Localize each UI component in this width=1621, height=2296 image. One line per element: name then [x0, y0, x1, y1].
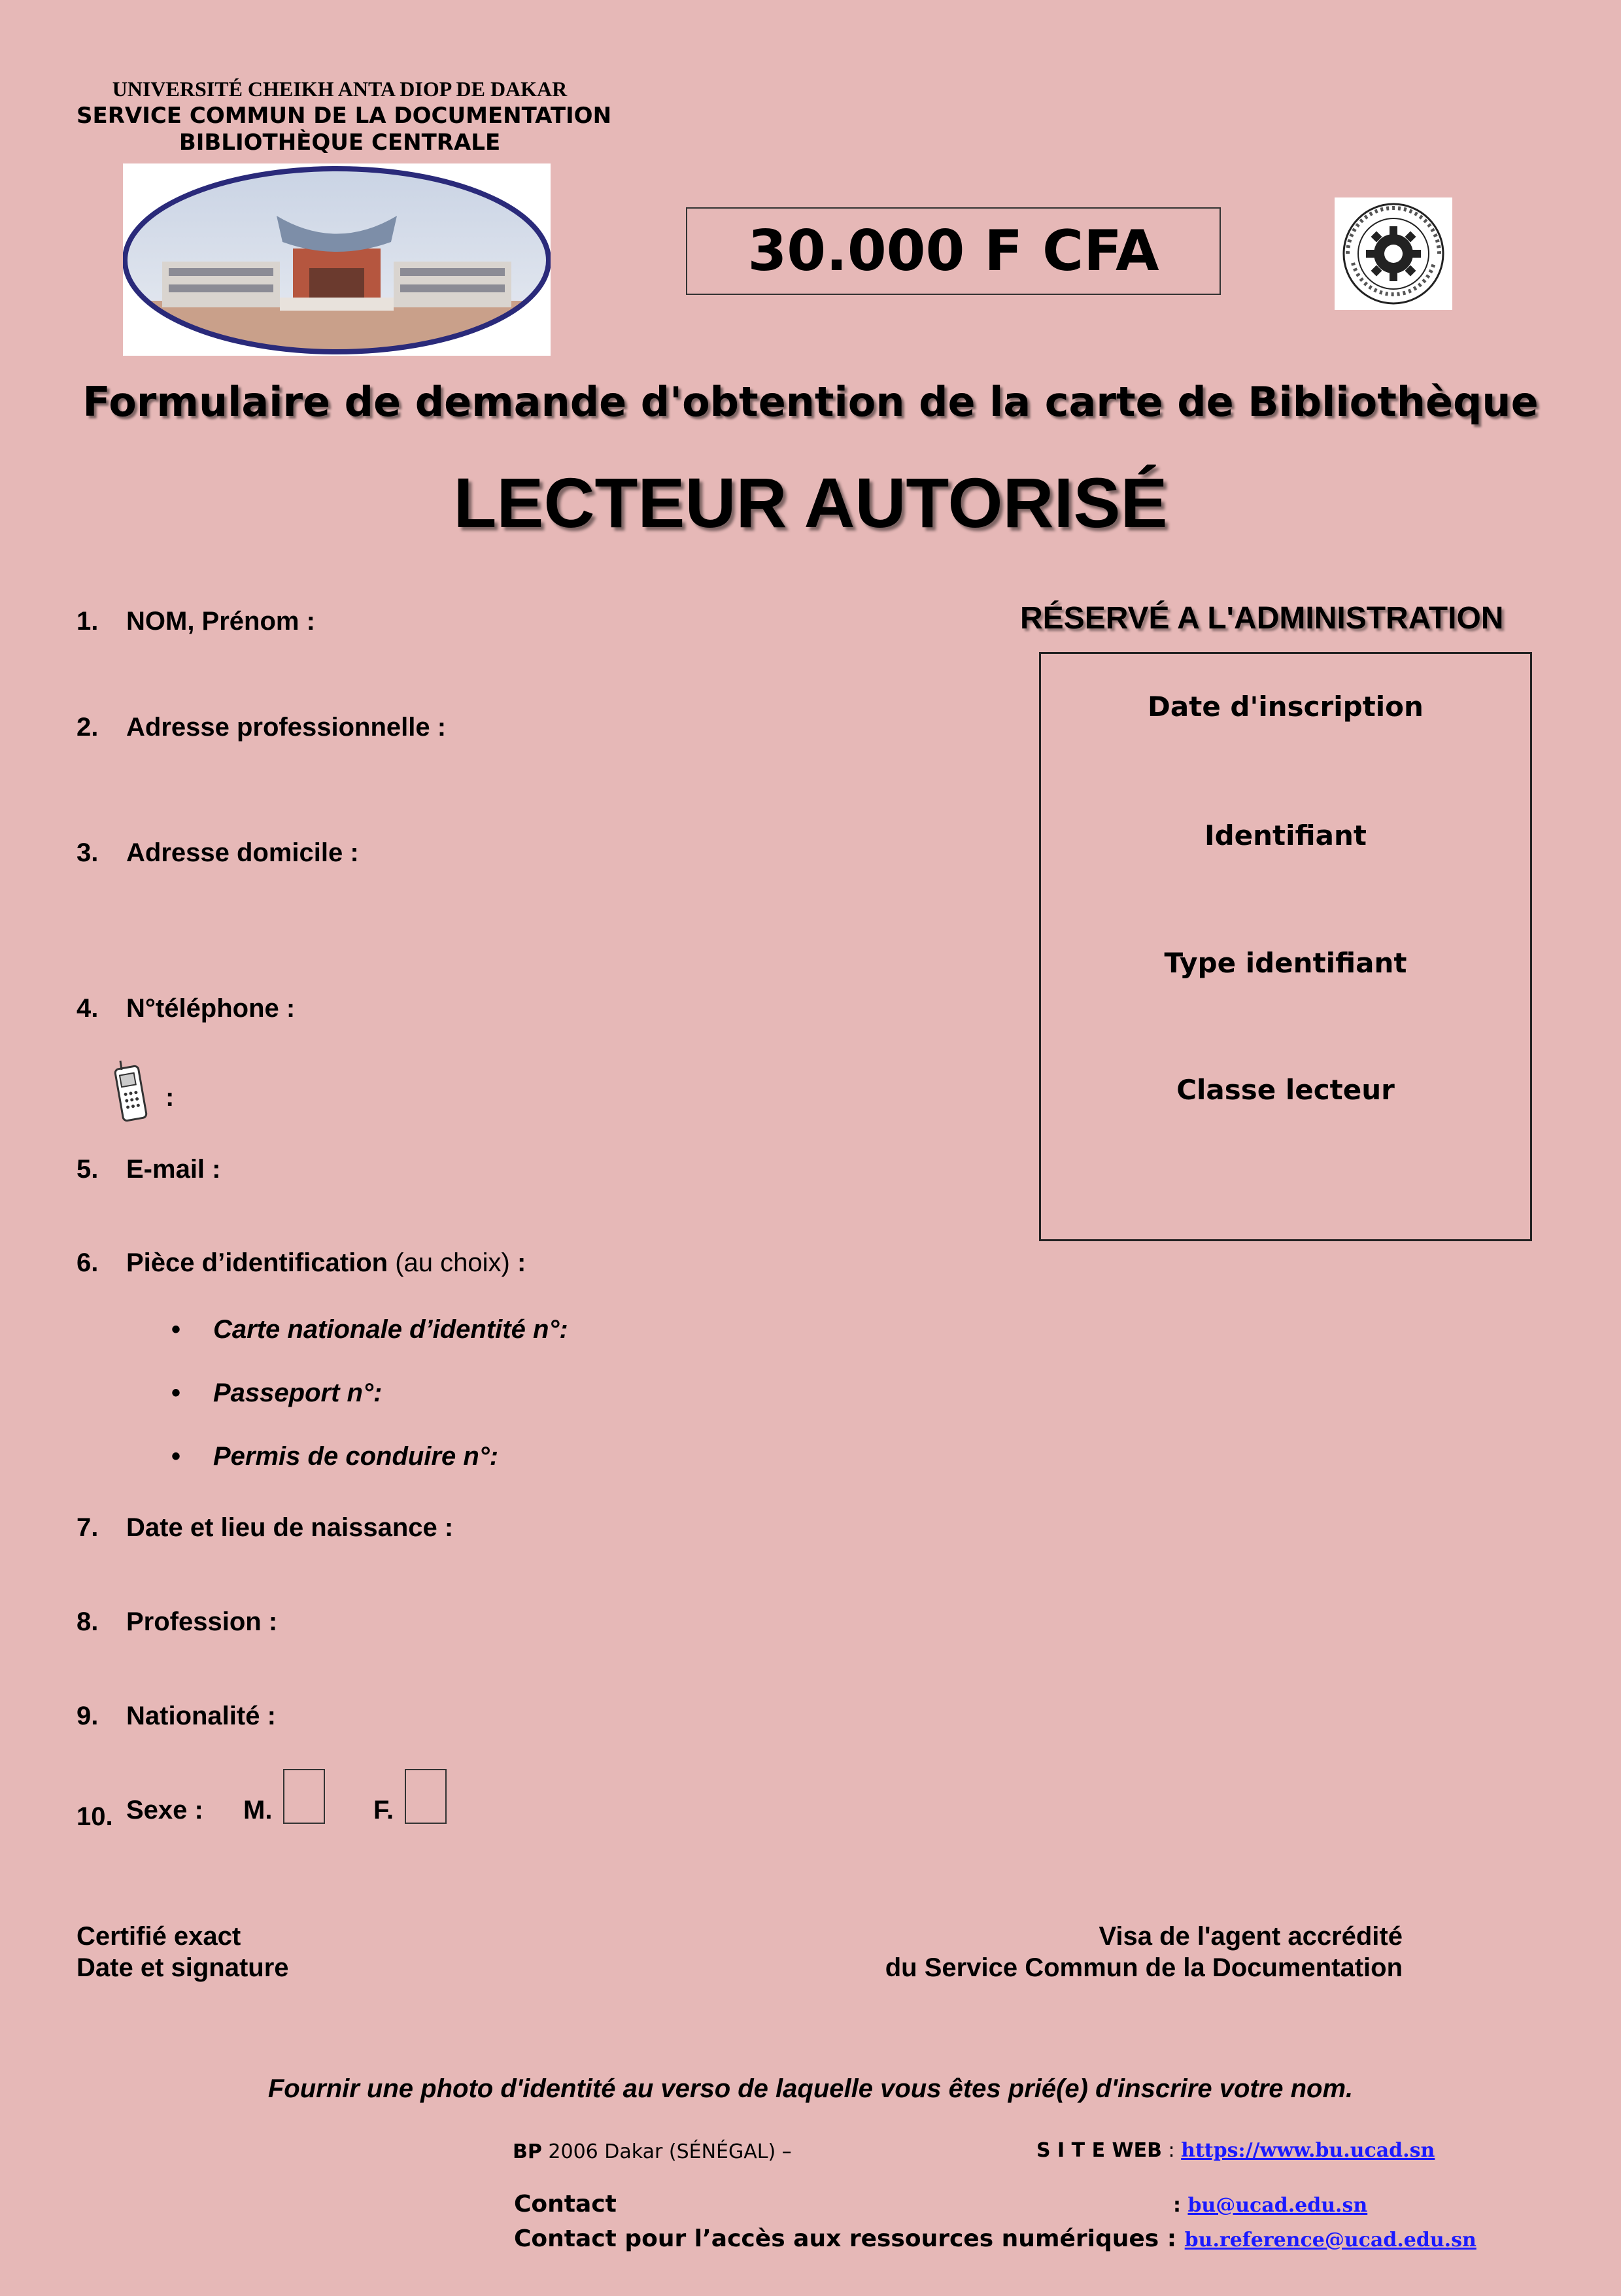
agent-visa-label: Visa de l'agent accrédité — [1099, 1922, 1403, 1951]
library-name: BIBLIOTHÈQUE CENTRALE — [179, 129, 501, 156]
postal-address — [513, 2140, 792, 2163]
field-sex-number: 10. — [77, 1802, 113, 1831]
id-option-driving-licence — [171, 1442, 498, 1471]
library-building-photo — [123, 163, 551, 356]
admin-field-registration-date: Date d'inscription — [1148, 691, 1424, 723]
field-note: (au choix) — [388, 1248, 510, 1277]
field-birth-date-place — [77, 1513, 453, 1543]
signature-left — [77, 1921, 289, 1983]
field-colon: : — [509, 1248, 526, 1277]
female-checkbox[interactable] — [405, 1769, 447, 1824]
field-label: N°téléphone : — [126, 994, 296, 1023]
admin-field-identifier: Identifiant — [1204, 819, 1367, 851]
bullet-icon: • — [171, 1315, 181, 1344]
website-sep: : — [1161, 2139, 1182, 2162]
form-title: Formulaire de demande d'obtention de la carte de Bibliothèque — [82, 378, 1539, 426]
id-option-label: Permis de conduire n°: — [213, 1442, 499, 1471]
contact-resources-link[interactable]: bu.reference@ucad.edu.sn — [1184, 2229, 1476, 2252]
admin-field-reader-class: Classe lecteur — [1176, 1074, 1395, 1106]
field-label: NOM, Prénom : — [126, 607, 315, 636]
website — [1036, 2139, 1435, 2162]
id-option-label: Carte nationale d’identité n°: — [213, 1315, 568, 1344]
price-box: 30.000 F CFA — [686, 207, 1221, 295]
id-option-passport — [171, 1379, 382, 1408]
male-checkbox[interactable] — [283, 1769, 325, 1824]
field-number: 4. — [77, 994, 99, 1023]
field-email — [77, 1155, 220, 1184]
service-name: SERVICE COMMUN DE LA DOCUMENTATION — [77, 103, 612, 129]
contact-label: Contact — [514, 2191, 617, 2218]
field-professional-address — [77, 713, 446, 742]
contact-resources-sep: : — [1159, 2225, 1185, 2252]
admin-field-identifier-type: Type identifiant — [1164, 947, 1407, 979]
field-name — [77, 607, 315, 636]
male-label: M. — [243, 1796, 273, 1825]
date-signature-label: Date et signature — [77, 1953, 289, 1982]
field-label: Profession : — [126, 1607, 278, 1636]
admin-section-title: RÉSERVÉ A L'ADMINISTRATION — [1020, 601, 1504, 636]
website-label: S I T E WEB — [1036, 2139, 1162, 2162]
field-label: Adresse domicile : — [126, 838, 359, 867]
id-option-label: Passeport n°: — [213, 1379, 383, 1407]
field-label: E-mail : — [126, 1155, 221, 1184]
field-number: 1. — [77, 607, 99, 636]
field-number: 8. — [77, 1607, 99, 1636]
admin-box — [1039, 652, 1532, 1241]
contact-resources — [514, 2225, 1476, 2252]
university-name: UNIVERSITÉ CHEIKH ANTA DIOP DE DAKAR — [112, 77, 568, 101]
mobile-colon: : — [165, 1083, 175, 1112]
field-number: 9. — [77, 1702, 99, 1730]
field-profession — [77, 1607, 277, 1637]
photo-instruction: Fournir une photo d'identité au verso de laquelle vous êtes prié(e) d'inscrire votre nom. — [267, 2074, 1354, 2103]
bullet-icon: • — [171, 1442, 181, 1471]
contact-email-link[interactable]: bu@ucad.edu.sn — [1187, 2194, 1368, 2217]
bp-label: BP — [513, 2140, 542, 2163]
field-label: Adresse professionnelle : — [126, 713, 447, 742]
website-link[interactable]: https://www.bu.ucad.sn — [1181, 2139, 1435, 2162]
field-nationality — [77, 1702, 276, 1731]
id-option-national-card — [171, 1315, 568, 1345]
field-home-address — [77, 838, 359, 868]
bp-address: 2006 Dakar (SÉNÉGAL) – — [541, 2140, 792, 2163]
field-number: 7. — [77, 1513, 99, 1542]
field-label: Nationalité : — [126, 1702, 276, 1730]
field-sex-label: Sexe : — [126, 1796, 203, 1825]
certified-label: Certifié exact — [77, 1922, 241, 1951]
university-seal-logo — [1335, 197, 1452, 310]
field-number: 6. — [77, 1248, 99, 1277]
service-label: du Service Commun de la Documentation — [885, 1953, 1403, 1982]
field-number: 2. — [77, 713, 99, 742]
contact-sep: : — [1173, 2194, 1188, 2217]
field-label: Date et lieu de naissance : — [126, 1513, 454, 1542]
field-phone — [77, 994, 295, 1023]
field-number: 5. — [77, 1155, 99, 1184]
field-label: Pièce d’identification — [126, 1248, 388, 1277]
bullet-icon: • — [171, 1379, 181, 1407]
field-number: 3. — [77, 838, 99, 867]
field-identification — [77, 1248, 526, 1278]
mobile-phone-icon — [112, 1058, 150, 1127]
contact-resources-label: Contact pour l’accès aux ressources numériques — [514, 2225, 1159, 2252]
form-subtitle: LECTEUR AUTORISÉ — [453, 463, 1168, 542]
contact-email-row — [1173, 2194, 1367, 2217]
female-label: F. — [373, 1796, 394, 1825]
signature-right — [885, 1921, 1403, 1983]
